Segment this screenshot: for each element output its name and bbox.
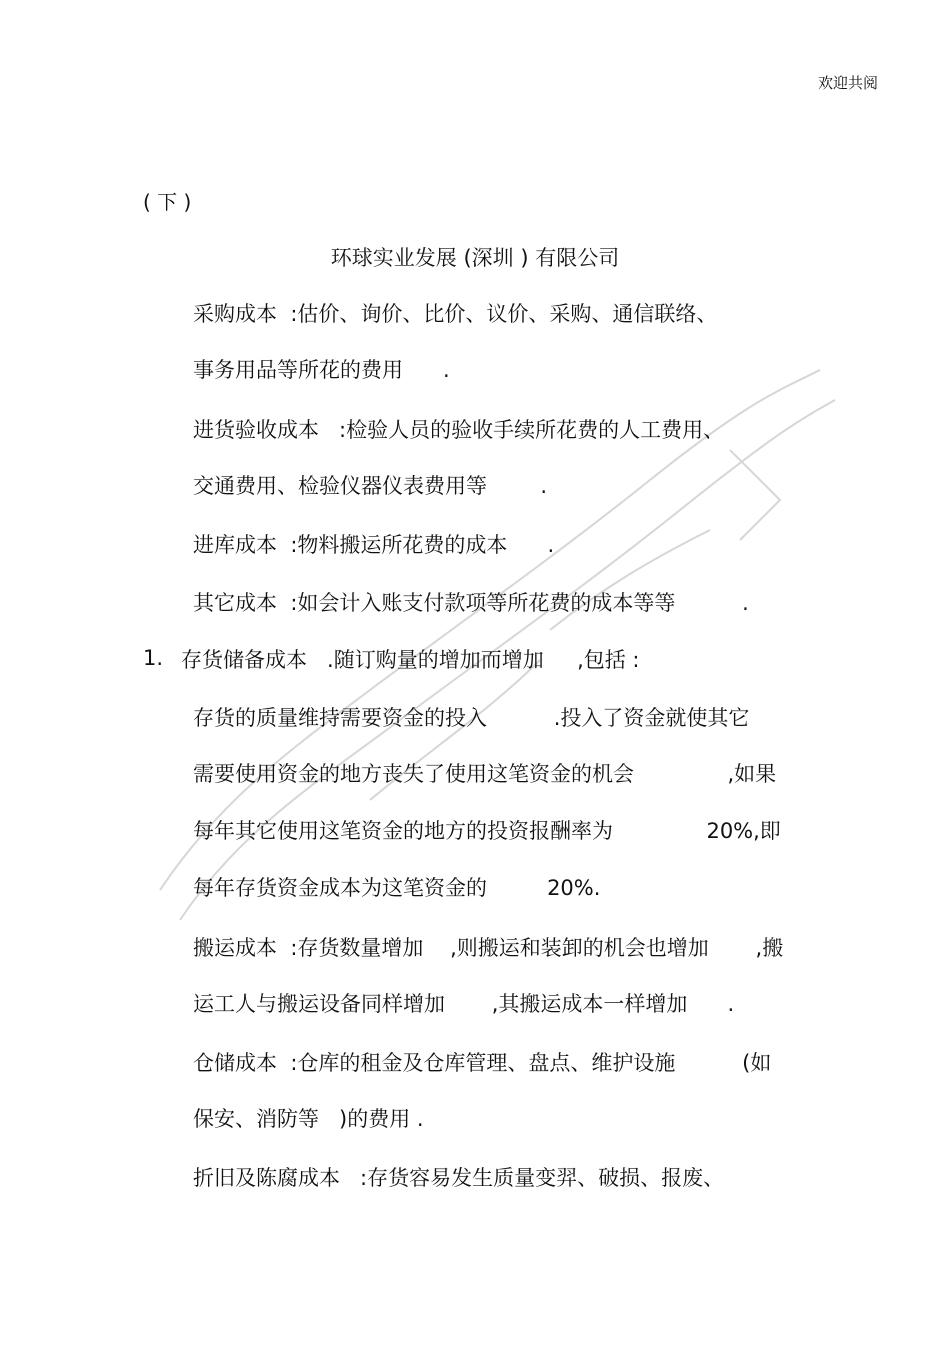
paragraph-line: 进库成本 :物料搬运所花费的成本 . [193, 533, 555, 557]
paragraph-line: 每年存货资金成本为这笔资金的 20%. [193, 876, 601, 900]
list-number: 1. [143, 646, 164, 670]
paragraph-line: 每年其它使用这笔资金的地方的投资报酬率为 20%,即 [193, 819, 781, 843]
paragraph-line: 需要使用资金的地方丧失了使用这笔资金的机会 ,如果 [193, 762, 777, 786]
paragraph-line: 采购成本 :估价、询价、比价、议价、采购、通信联络、 [193, 302, 718, 326]
company-title: 环球实业发展 (深圳 ) 有限公司 [330, 246, 620, 270]
paragraph-line: 仓储成本 :仓库的租金及仓库管理、盘点、维护设施 (如 [193, 1051, 772, 1075]
section-label: ( 下 ) [143, 190, 192, 214]
paragraph-line: 保安、消防等 )的费用 . [193, 1107, 424, 1131]
paragraph-line: 事务用品等所花的费用 . [193, 358, 450, 382]
page-header-text: 欢迎共阅 [817, 74, 878, 92]
list-item-heading: 存货储备成本 .随订购量的增加而增加 ,包括 : [181, 648, 640, 672]
paragraph-line: 运工人与搬运设备同样增加 ,其搬运成本一样增加 . [193, 992, 735, 1016]
paragraph-line: 其它成本 :如会计入账支付款项等所花费的成本等等 . [193, 591, 749, 615]
paragraph-line: 存货的质量维持需要资金的投入 .投入了资金就使其它 [193, 706, 750, 730]
paragraph-line: 进货验收成本 :检验人员的验收手续所花费的人工费用、 [193, 418, 725, 442]
paragraph-line: 交通费用、检验仪器仪表费用等 . [193, 474, 548, 498]
paragraph-line: 搬运成本 :存货数量增加 ,则搬运和装卸的机会也增加 ,搬 [193, 936, 784, 960]
paragraph-line: 折旧及陈腐成本 :存货容易发生质量变羿、破损、报废、 [193, 1166, 725, 1190]
